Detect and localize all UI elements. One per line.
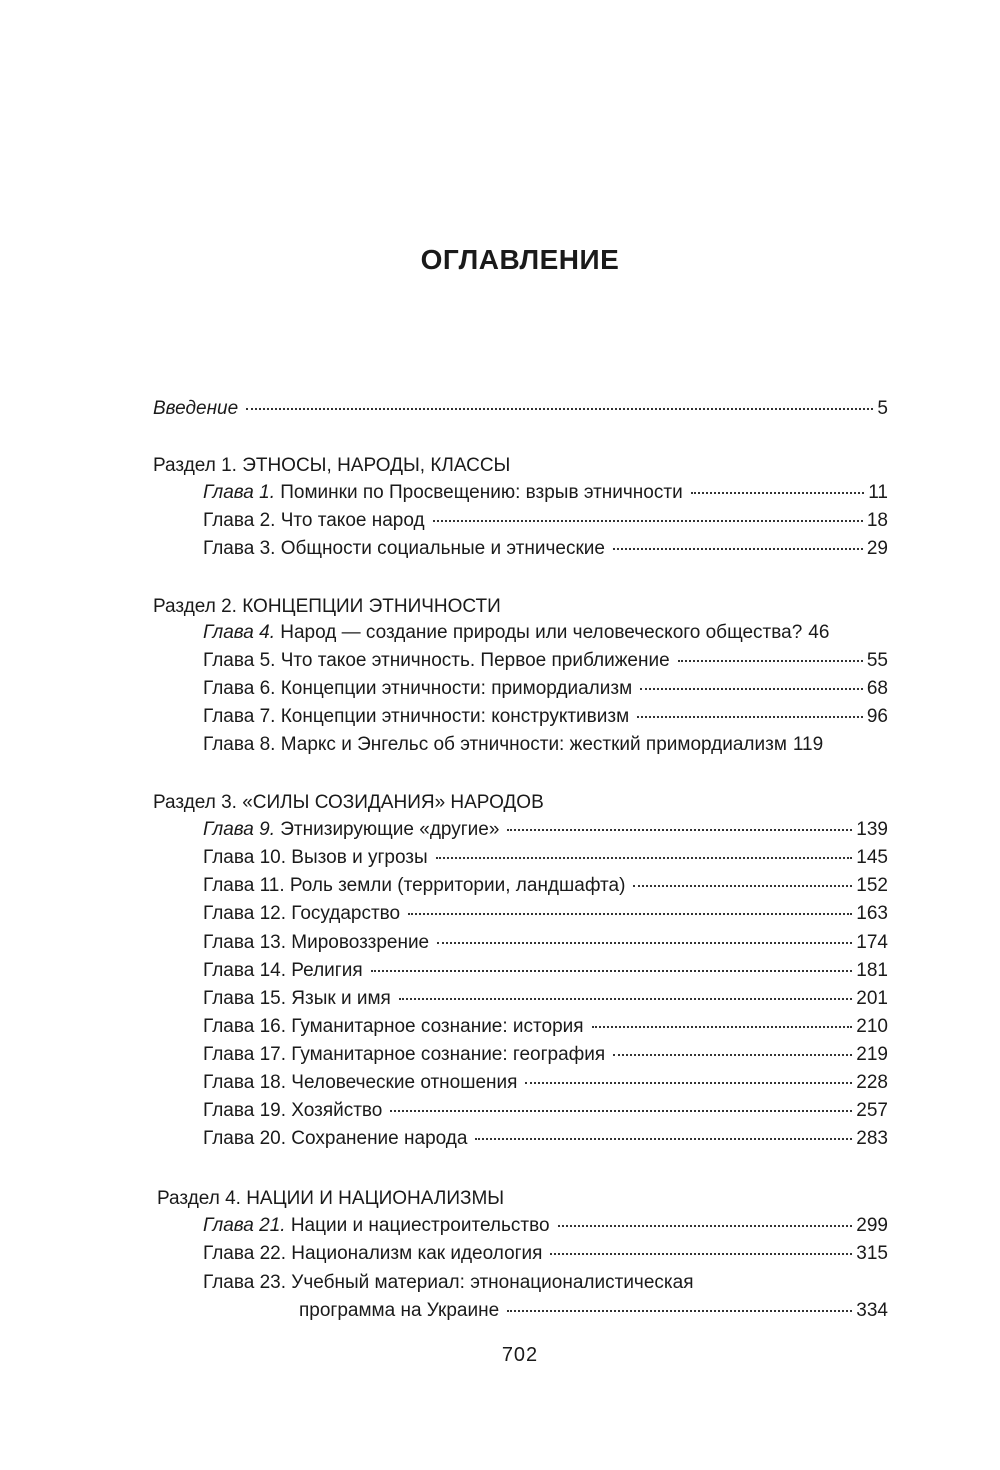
section-heading: Раздел 1. ЭТНОСЫ, НАРОДЫ, КЛАССЫ [153, 455, 511, 476]
toc-entry-chapter[interactable] [203, 845, 888, 871]
chapter-title: Что такое народ [280, 510, 425, 531]
toc-entry-chapter[interactable] [203, 732, 888, 758]
dot-leader [399, 998, 852, 1000]
toc-entry-chapter[interactable] [203, 536, 888, 562]
toc-entry-label [203, 732, 787, 758]
chapter-prefix: Глава 22. [203, 1243, 287, 1264]
section-heading: Раздел 3. «СИЛЫ СОЗИДАНИЯ» НАРОДОВ [153, 792, 544, 813]
chapter-title: Вызов и угрозы [291, 847, 428, 868]
chapter-title: Что такое этничность. Первое приближение [280, 650, 670, 671]
chapter-title: Человеческие отношения [291, 1072, 518, 1093]
dot-leader [633, 885, 852, 887]
dot-leader [246, 408, 873, 410]
toc-entry-chapter[interactable] [203, 986, 888, 1012]
toc-page-number: 257 [856, 1100, 888, 1121]
toc-page-number: 46 [808, 622, 830, 643]
section-heading: Раздел 2. КОНЦЕПЦИИ ЭТНИЧНОСТИ [153, 596, 501, 617]
toc-entry-chapter[interactable] [203, 508, 888, 534]
dot-leader [436, 857, 853, 859]
toc-entry-label [203, 536, 605, 562]
toc-entry-label [203, 620, 802, 646]
toc-entry-chapter[interactable] [203, 1042, 888, 1068]
chapter-title: Гуманитарное сознание: география [291, 1044, 606, 1065]
toc-entry-chapter[interactable] [203, 958, 888, 984]
chapter-title: Гуманитарное сознание: история [291, 1016, 584, 1037]
chapter-title: Народ — создание природы или человеческого общества? [280, 622, 803, 643]
dot-leader [475, 1138, 852, 1140]
dot-leader [637, 716, 863, 718]
dot-leader [550, 1253, 852, 1255]
toc-page-number: 210 [856, 1016, 888, 1037]
chapter-prefix: Глава 6. [203, 678, 276, 699]
dot-leader [558, 1225, 853, 1227]
dot-leader [592, 1026, 853, 1028]
toc-entry-chapter[interactable] [203, 901, 888, 927]
toc-entry-chapter[interactable] [203, 1213, 888, 1239]
chapter-prefix: Глава 12. [203, 903, 287, 924]
chapter-prefix: Глава 17. [203, 1044, 287, 1065]
toc-entry-label [203, 508, 425, 534]
chapter-title: Мировоззрение [291, 932, 430, 953]
toc-entry-chapter[interactable] [203, 817, 888, 843]
toc-entry-label [203, 873, 625, 899]
page-title: ОГЛАВЛЕНИЕ [420, 244, 620, 275]
toc-entry-label [203, 845, 428, 871]
chapter-title: Этнизирующие «другие» [280, 819, 500, 840]
chapter-title: Государство [291, 903, 401, 924]
toc-entry-label [203, 1098, 382, 1124]
toc-entry-label [203, 704, 629, 730]
toc-page-number: 145 [856, 847, 888, 868]
chapter-title: Язык и имя [291, 988, 391, 1009]
chapter-title: Хозяйство [291, 1100, 383, 1121]
toc-page-number: 299 [856, 1215, 888, 1236]
toc-entry-chapter[interactable] [203, 1070, 888, 1096]
folio-page-number: 702 [501, 1344, 539, 1366]
toc-page-number: 18 [866, 510, 888, 531]
toc-page-number: 119 [792, 734, 824, 755]
dot-leader [437, 942, 852, 944]
toc-entry-chapter[interactable] [203, 480, 888, 506]
toc-entry-label [203, 676, 632, 702]
dot-leader [640, 688, 863, 690]
chapter-title: Учебный материал: этнонационалистическая [291, 1272, 694, 1293]
chapter-title: Концепции этничности: примордиализм [280, 678, 633, 699]
toc-entry-chapter[interactable] [203, 1241, 888, 1267]
toc-entry-chapter[interactable] [203, 676, 888, 702]
toc-page-number: 96 [866, 706, 888, 727]
chapter-prefix: Глава 10. [203, 847, 287, 868]
toc-page-number: 55 [866, 650, 888, 671]
chapter-prefix: Глава 1. [203, 482, 275, 503]
toc-page-number: 11 [868, 482, 888, 503]
toc-page-number: 315 [856, 1243, 888, 1264]
toc-entry-chapter[interactable] [203, 648, 888, 674]
chapter-title: Роль земли (территории, ландшафта) [289, 875, 626, 896]
dot-leader [507, 1310, 852, 1312]
dot-leader [371, 970, 853, 972]
dot-leader [691, 492, 865, 494]
toc-entry-chapter[interactable] [203, 704, 888, 730]
chapter-prefix: Глава 15. [203, 988, 287, 1009]
dot-leader [390, 1110, 852, 1112]
toc-page-number: 228 [856, 1072, 888, 1093]
chapter-prefix: Глава 11. [203, 875, 285, 896]
toc-entry-chapter[interactable] [203, 620, 888, 646]
toc-entry-label [203, 1241, 542, 1267]
chapter-title: Общности социальные и этнические [280, 538, 605, 559]
toc-entry-label: Введение [153, 398, 239, 419]
toc-entry-chapter[interactable] [203, 1014, 888, 1040]
toc-page-number: 68 [866, 678, 888, 699]
toc-entry-label [203, 1070, 517, 1096]
toc-entry-chapter[interactable] [203, 1098, 888, 1124]
toc-entry-label [203, 817, 499, 843]
chapter-prefix: Глава 9. [203, 819, 275, 840]
toc-entry-label [203, 901, 400, 927]
toc-page-number: 29 [866, 538, 888, 559]
chapter-prefix: Глава 3. [203, 538, 276, 559]
chapter-prefix: Глава 8. [203, 734, 276, 755]
chapter-prefix: Глава 16. [203, 1016, 287, 1037]
chapter-prefix: Глава 20. [203, 1128, 287, 1149]
chapter-prefix: Глава 7. [203, 706, 276, 727]
chapter-title: Религия [291, 960, 363, 981]
toc-entry-label [203, 958, 363, 984]
toc-page-number: 201 [856, 988, 888, 1009]
toc-entry-label [203, 648, 670, 674]
toc-entry-chapter[interactable] [203, 1126, 888, 1152]
toc-entry-label [203, 986, 391, 1012]
toc-page-number: 283 [856, 1128, 888, 1149]
section-heading: Раздел 4. НАЦИИ И НАЦИОНАЛИЗМЫ [157, 1188, 505, 1209]
chapter-title: Сохранение народа [291, 1128, 468, 1149]
chapter-prefix: Глава 14. [203, 960, 287, 981]
chapter-title: Нации и нациестроительство [290, 1215, 550, 1236]
toc-entry-chapter[interactable] [203, 930, 888, 956]
chapter-prefix: Глава 5. [203, 650, 276, 671]
dot-leader [525, 1082, 852, 1084]
toc-page-number: 139 [856, 819, 888, 840]
toc-page-number: 334 [856, 1300, 888, 1321]
chapter-prefix: Глава 2. [203, 510, 276, 531]
chapter-prefix: Глава 13. [203, 932, 287, 953]
chapter-title-continuation: программа на Украине [299, 1300, 500, 1321]
toc-entry-chapter-continuation[interactable] [299, 1298, 888, 1324]
toc-entry-chapter[interactable] [203, 873, 888, 899]
chapter-prefix: Глава 18. [203, 1072, 287, 1093]
dot-leader [678, 660, 863, 662]
toc-page-number: 5 [877, 398, 888, 419]
toc-page-number: 163 [856, 903, 888, 924]
toc-entry-label [203, 930, 429, 956]
toc-entry-label [203, 1014, 584, 1040]
toc-page-number: 219 [856, 1044, 888, 1065]
dot-leader [613, 1054, 852, 1056]
dot-leader [507, 829, 852, 831]
toc-entry-chapter-first-line[interactable] [203, 1270, 694, 1296]
toc-page-number: 181 [856, 960, 888, 981]
dot-leader [433, 520, 863, 522]
toc-entry-label [203, 1213, 550, 1239]
chapter-prefix: Глава 4. [203, 622, 275, 643]
chapter-title: Концепции этничности: конструктивизм [280, 706, 630, 727]
toc-entry-label [203, 480, 683, 506]
chapter-title: Национализм как идеология [291, 1243, 543, 1264]
chapter-title: Поминки по Просвещению: взрыв этничности [280, 482, 683, 503]
toc-page-number: 152 [856, 875, 888, 896]
chapter-title: Маркс и Энгельс об этничности: жесткий примордиализм [280, 734, 787, 755]
dot-leader [613, 548, 863, 550]
toc-entry-label [203, 1042, 605, 1068]
chapter-prefix: Глава 23. [203, 1272, 287, 1293]
chapter-prefix: Глава 19. [203, 1100, 287, 1121]
toc-entry-intro[interactable] [153, 396, 888, 422]
toc-page-number: 174 [856, 932, 888, 953]
dot-leader [408, 913, 852, 915]
chapter-prefix: Глава 21. [203, 1215, 286, 1236]
toc-entry-label [203, 1126, 467, 1152]
